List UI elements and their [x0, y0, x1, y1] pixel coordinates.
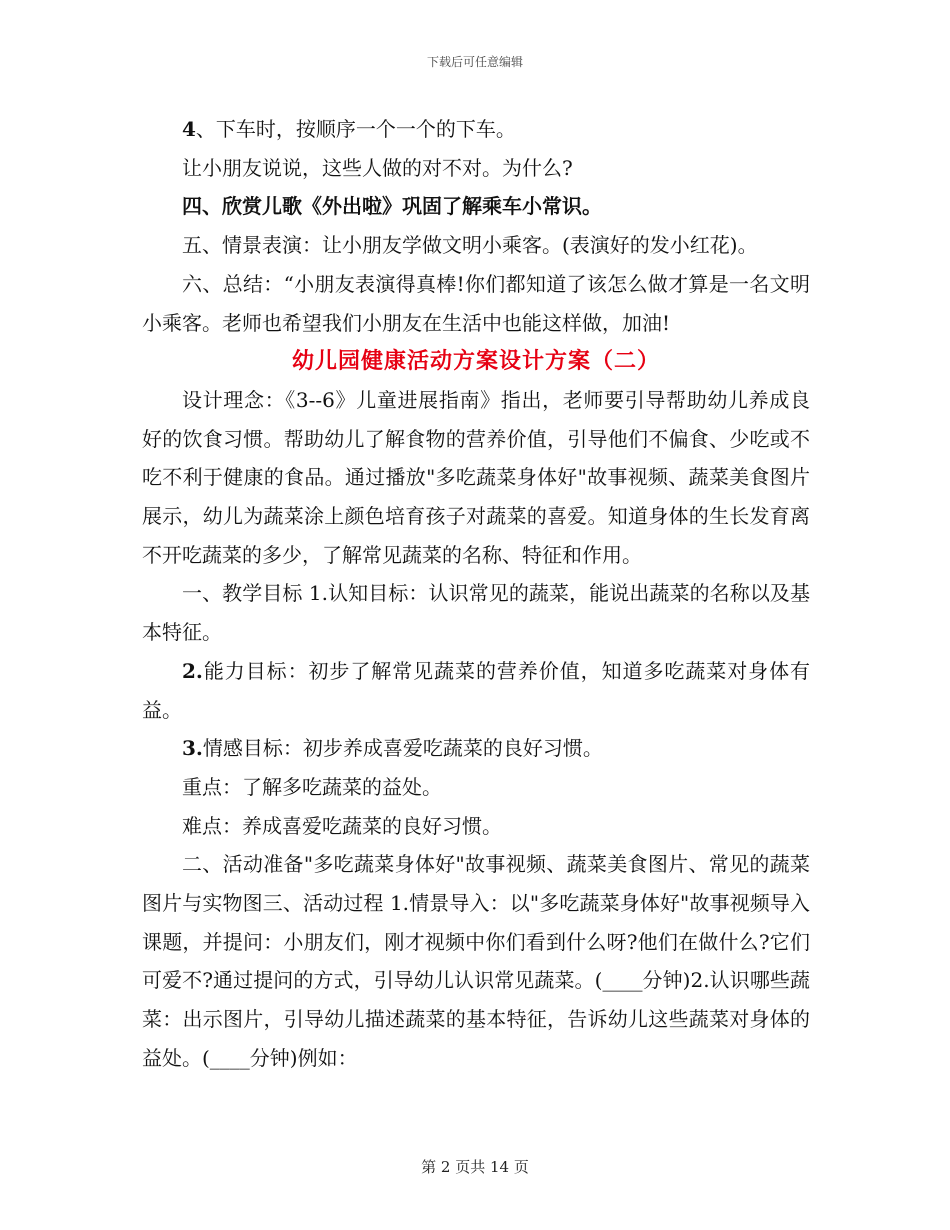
paragraph-key-point: 重点：了解多吃蔬菜的益处。: [182, 774, 442, 799]
paragraph-preparation-process: 二、活动准备"多吃蔬菜身体好"故事视频、蔬菜美食图片、常见的蔬菜图片与实物图三、活动过程 1.情景导入：以"多吃蔬菜身体好"故事视频导入课题，并提问：小朋友们，刚才视频中你们看到什么呀?他们在做什么?它们可爱不?通过提问的方式，引导幼儿认识常见蔬菜。(____分钟)2.认识哪些蔬菜：出示图片，引导幼儿描述蔬菜的基本特征，告诉幼儿这些蔬菜对身体的益处。(____分钟)例如：: [142, 852, 810, 1070]
paragraph-objective-3: 3.情感目标：初步养成喜爱吃蔬菜的良好习惯。: [182, 736, 603, 761]
paragraph-discussion: 让小朋友说说，这些人做的对不对。为什么?: [182, 155, 573, 180]
paragraph-section-6: 六、总结：“小朋友表演得真棒!你们都知道了该怎么做才算是一名文明小乘客。老师也希望我们小朋友在生活中也能这样做，加油!: [142, 271, 810, 335]
step-number: 4: [182, 117, 196, 141]
page-header: 下载后可任意编辑: [426, 55, 523, 69]
document-body: [142, 110, 810, 1078]
paragraph-design-concept: 设计理念：《3--6》儿童进展指南》指出，老师要引导帮助幼儿养成良好的饮食习惯。帮助幼儿了解食物的营养价值，引导他们不偏食、少吃或不吃不利于健康的食品。通过播放"多吃蔬菜身体好"故事视频、蔬菜美食图片展示，幼儿为蔬菜涂上颜色培育孩子对蔬菜的喜爱。知道身体的生长发育离不开吃蔬菜的多少，了解常见蔬菜的名称、特征和作用。: [142, 387, 810, 567]
paragraph-section-5: 五、情景表演：让小朋友学做文明小乘客。(表演好的发小红花)。: [182, 233, 758, 258]
page-footer: 第 2 页共 14 页: [421, 1158, 529, 1176]
paragraph-step-4: 4、下车时，按顺序一个一个的下车。: [182, 117, 516, 141]
paragraph-section-4: 四、欣赏儿歌《外出啦》巩固了解乘车小常识。: [182, 194, 602, 219]
paragraph-objective-2: 2.能力目标：初步了解常见蔬菜的营养价值，知道多吃蔬菜对身体有益。: [142, 658, 810, 722]
paragraph-objective-1: 一、教学目标 1.认知目标：认识常见的蔬菜，能说出蔬菜的名称以及基本特征。: [142, 581, 810, 645]
paragraph-difficulty: 难点：养成喜爱吃蔬菜的良好习惯。: [182, 813, 502, 838]
section-title: 幼儿园健康活动方案设计方案（二）: [291, 348, 660, 375]
